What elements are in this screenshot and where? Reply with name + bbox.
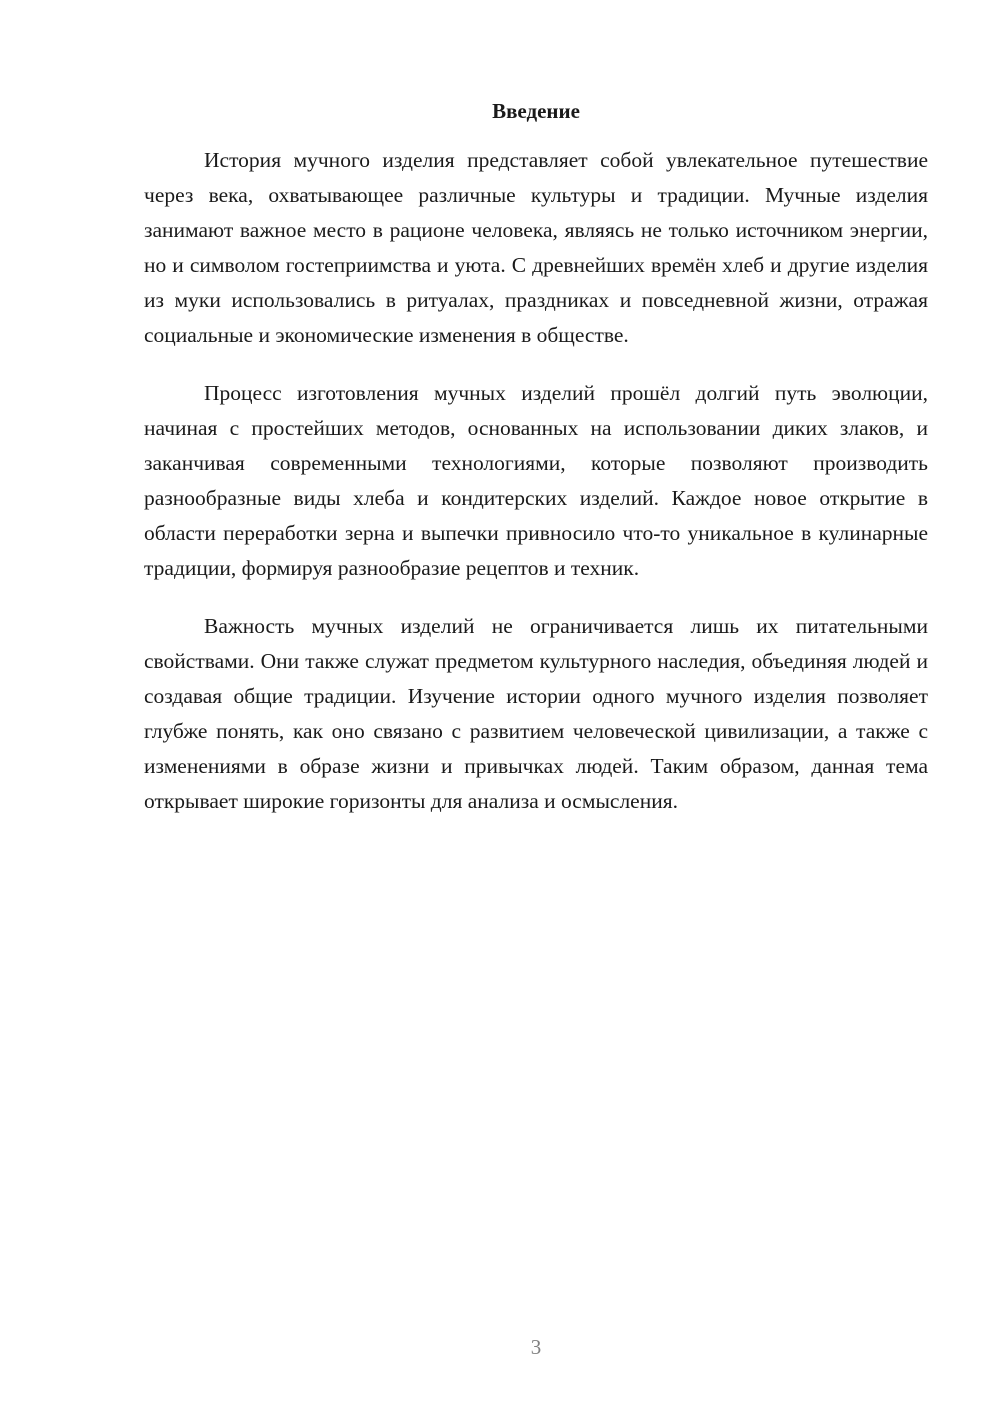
body-text <box>144 143 928 842</box>
paragraph-2: Процесс изготовления мучных изделий прошёл долгий путь эволюции, начиная с простейших методов, основанных на использовании диких злаков, и заканчивая современными технологиями, которые позволяют производить разнообразные виды хлеба и кондитерских изделий. Каждое новое открытие в области переработки зерна и выпечки привносило что-то уникальное в кулинарные традиции, формируя разнообразие рецептов и техник. <box>144 381 928 580</box>
section-heading: Введение <box>492 99 580 123</box>
paragraph-1: История мучного изделия представляет собой увлекательное путешествие через века, охватывающее различные культуры и традиции. Мучные изделия занимают важное место в рационе человека, являясь не только источником энергии, но и символом гостеприимства и уюта. С древнейших времён хлеб и другие изделия из муки использовались в ритуалах, праздниках и повседневной жизни, отражая социальные и экономические изменения в обществе. <box>144 148 928 347</box>
paragraph-3: Важность мучных изделий не ограничивается лишь их питательными свойствами. Они также служат предметом культурного наследия, объединяя людей и создавая общие традиции. Изучение истории одного мучного изделия позволяет глубже понять, как оно связано с развитием человеческой цивилизации, а также с изменениями в образе жизни и привычках людей. Таким образом, данная тема открывает широкие горизонты для анализа и осмысления. <box>144 614 928 813</box>
page-number: 3 <box>530 1335 542 1359</box>
